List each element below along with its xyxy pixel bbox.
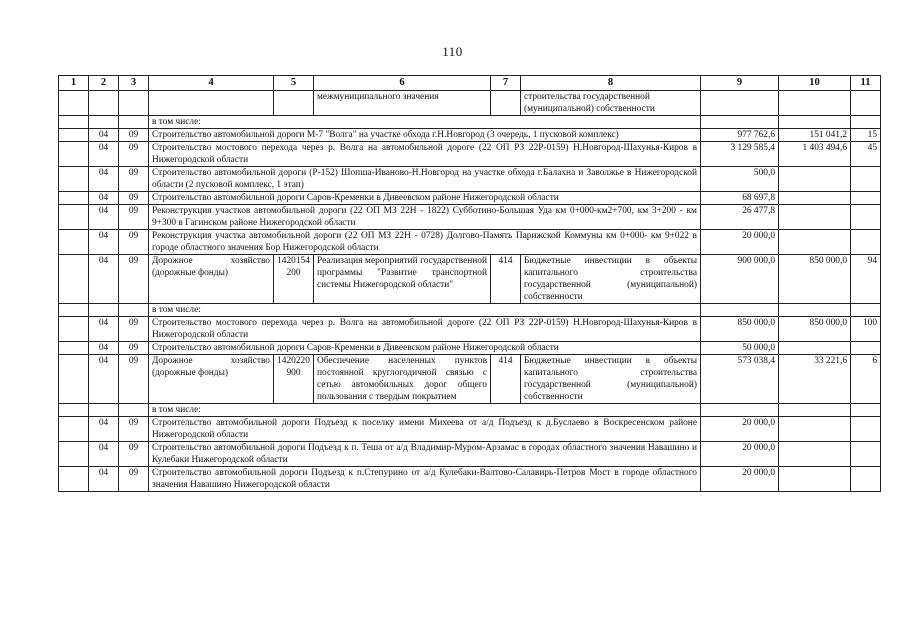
subsection-code-cell: 09 — [119, 230, 149, 255]
object-row — [59, 417, 881, 442]
amount-cell: 900 000,0 — [701, 255, 779, 304]
section-code-cell: 04 — [89, 467, 119, 492]
header-cell: 6 — [314, 76, 491, 91]
section-name-cell: Дорожное хозяйство (дорожные фонды) — [149, 255, 274, 304]
expense-code-cell: 414 — [491, 355, 521, 404]
header-cell: 10 — [779, 76, 851, 91]
share-cell: 15 — [851, 129, 881, 142]
object-row — [59, 317, 881, 342]
share-cell — [851, 342, 881, 355]
subsection-code-cell: 09 — [119, 167, 149, 192]
object-name-cell: Строительство автомобильной дороги Подъезд к поселку имени Михеева от а/д Подъезд к д.Буслаево в Воскресенском районе Нижегородской области — [149, 417, 701, 442]
amount-cell: 977 762,6 — [701, 129, 779, 142]
federal-amount-cell — [779, 230, 851, 255]
in-total-label: в том числе: — [149, 116, 701, 129]
share-cell — [851, 467, 881, 492]
subsection-code-cell: 09 — [119, 205, 149, 230]
program-name-cell: Обеспечение населенных пунктов постоянной круглогодичной связью с сетью автомобильных дорог общего пользования с твердым покрытием — [314, 355, 491, 404]
object-name-cell: Реконструкция участков автомобильной дороги (22 ОП МЗ 22Н - 1822) Субботино-Большая Уда км 0+000-км2+700, км 3+200 - км 9+300 в Гагинском районе Нижегородской области — [149, 205, 701, 230]
object-row — [59, 167, 881, 192]
object-name-cell: Строительство автомобильной дороги Подъезд к п.Степурино от а/д Кулебаки-Валтово-Салавирь-Петров Мост в городе областного значения Навашино Нижегородской области — [149, 467, 701, 492]
section-code-cell: 04 — [89, 417, 119, 442]
amount-cell: 20 000,0 — [701, 442, 779, 467]
share-cell — [851, 205, 881, 230]
continuation-row — [59, 91, 881, 116]
expense-type-cell: Бюджетные инвестиции в объекты капитального строительства государственной (муниципальной) собственности — [521, 255, 701, 304]
object-name-cell: Строительство автомобильной дороги М-7 "Волга" на участке обхода г.Н.Новгород (3 очередь, 1 пусковой комплекс) — [149, 129, 701, 142]
object-row — [59, 142, 881, 167]
subtotal-label-row — [59, 116, 881, 129]
header-cell: 3 — [119, 76, 149, 91]
amount-cell: 500,0 — [701, 167, 779, 192]
section-code-cell: 04 — [89, 342, 119, 355]
federal-amount-cell — [779, 205, 851, 230]
subsection-code-cell: 09 — [119, 417, 149, 442]
amount-cell: 20 000,0 — [701, 467, 779, 492]
expense-code-cell: 414 — [491, 255, 521, 304]
subtotal-label-row — [59, 304, 881, 317]
section-name-cell: Дорожное хозяйство (дорожные фонды) — [149, 355, 274, 404]
section-code-cell: 04 — [89, 317, 119, 342]
object-row — [59, 442, 881, 467]
header-cell: 1 — [59, 76, 89, 91]
object-name-cell: Строительство автомобильной дороги (Р-152) Шопша-Иваново-Н.Новгород на участке обхода г.Балахна и Заволжье в Нижегородской области (2 пусковой комплекс, 1 этап) — [149, 167, 701, 192]
subsection-code-cell: 09 — [119, 467, 149, 492]
federal-amount-cell — [779, 417, 851, 442]
object-row — [59, 467, 881, 492]
share-cell: 6 — [851, 355, 881, 404]
amount-cell: 20 000,0 — [701, 230, 779, 255]
program-name-cell: Реализация мероприятий государственной программы "Развитие транспортной системы Нижегородской области" — [314, 255, 491, 304]
object-name-cell: Строительство автомобильной дороги Подъезд к п. Теша от а/д Владимир-Муром-Арзамас в городах областного значения Навашино и Кулебаки Нижегородской области — [149, 442, 701, 467]
object-row — [59, 205, 881, 230]
expense-type-cell: Бюджетные инвестиции в объекты капитального строительства государственной (муниципальной) собственности — [521, 355, 701, 404]
share-cell: 94 — [851, 255, 881, 304]
federal-amount-cell — [779, 192, 851, 205]
amount-cell: 573 038,4 — [701, 355, 779, 404]
expense-type-cell: строительства государственной (муниципальной) собственности — [521, 91, 701, 116]
subsection-code-cell: 09 — [119, 129, 149, 142]
header-cell: 11 — [851, 76, 881, 91]
object-row — [59, 230, 881, 255]
object-name-cell: Строительство мостового перехода через р. Волга на автомобильной дороге (22 ОП РЗ 22Р-0159) Н.Новгород-Шахунья-Киров в Нижегородской области — [149, 317, 701, 342]
federal-amount-cell: 850 000,0 — [779, 255, 851, 304]
subsection-code-cell: 09 — [119, 255, 149, 304]
amount-cell: 68 697,8 — [701, 192, 779, 205]
amount-cell: 20 000,0 — [701, 417, 779, 442]
target-code-cell: 1420154200 — [274, 255, 314, 304]
subsection-code-cell: 09 — [119, 442, 149, 467]
page-number: 110 — [442, 44, 463, 59]
federal-amount-cell: 33 221,6 — [779, 355, 851, 404]
amount-cell: 50 000,0 — [701, 342, 779, 355]
object-name-cell: Строительство автомобильной дороги Саров-Кременки в Дивеевском районе Нижегородской области — [149, 192, 701, 205]
target-code-cell: 1420220900 — [274, 355, 314, 404]
header-cell: 2 — [89, 76, 119, 91]
federal-amount-cell: 151 041,2 — [779, 129, 851, 142]
subsection-code-cell: 09 — [119, 342, 149, 355]
federal-amount-cell — [779, 442, 851, 467]
section-code-cell: 04 — [89, 255, 119, 304]
share-cell — [851, 442, 881, 467]
amount-cell: 850 000,0 — [701, 317, 779, 342]
object-name-cell: Строительство автомобильной дороги Саров-Кременки в Дивеевском районе Нижегородской области — [149, 342, 701, 355]
program-row — [59, 255, 881, 304]
header-cell: 9 — [701, 76, 779, 91]
section-code-cell: 04 — [89, 142, 119, 167]
federal-amount-cell: 1 403 494,6 — [779, 142, 851, 167]
section-code-cell: 04 — [89, 167, 119, 192]
subsection-code-cell: 09 — [119, 317, 149, 342]
header-cell: 4 — [149, 76, 274, 91]
program-row — [59, 355, 881, 404]
section-code-cell: 04 — [89, 442, 119, 467]
object-row — [59, 129, 881, 142]
object-row — [59, 342, 881, 355]
subtotal-label-row — [59, 404, 881, 417]
federal-amount-cell: 850 000,0 — [779, 317, 851, 342]
section-code-cell: 04 — [89, 192, 119, 205]
section-code-cell: 04 — [89, 355, 119, 404]
share-cell — [851, 167, 881, 192]
header-cell: 5 — [274, 76, 314, 91]
header-cell: 8 — [521, 76, 701, 91]
object-name-cell: Строительство мостового перехода через р. Волга на автомобильной дороге (22 ОП РЗ 22Р-0159) Н.Новгород-Шахунья-Киров в Нижегородской области — [149, 142, 701, 167]
object-name-cell: Реконструкция участка автомобильной дороги (22 ОП МЗ 22Н - 0728) Долгово-Память Парижской Коммуны км 0+000- км 9+022 в городе областного значения Бор Нижегородской области — [149, 230, 701, 255]
purpose-cell: межмуниципального значения — [314, 91, 491, 116]
subsection-code-cell: 09 — [119, 142, 149, 167]
share-cell: 100 — [851, 317, 881, 342]
subsection-code-cell: 09 — [119, 355, 149, 404]
object-row — [59, 192, 881, 205]
header-row — [59, 76, 881, 91]
budget-table — [58, 75, 881, 492]
in-total-label: в том числе: — [149, 304, 701, 317]
subsection-code-cell: 09 — [119, 192, 149, 205]
section-code-cell: 04 — [89, 230, 119, 255]
share-cell — [851, 417, 881, 442]
amount-cell: 3 129 585,4 — [701, 142, 779, 167]
federal-amount-cell — [779, 167, 851, 192]
header-cell: 7 — [491, 76, 521, 91]
in-total-label: в том числе: — [149, 404, 701, 417]
share-cell: 45 — [851, 142, 881, 167]
amount-cell: 26 477,8 — [701, 205, 779, 230]
share-cell — [851, 192, 881, 205]
section-code-cell: 04 — [89, 129, 119, 142]
federal-amount-cell — [779, 467, 851, 492]
share-cell — [851, 230, 881, 255]
federal-amount-cell — [779, 342, 851, 355]
section-code-cell: 04 — [89, 205, 119, 230]
